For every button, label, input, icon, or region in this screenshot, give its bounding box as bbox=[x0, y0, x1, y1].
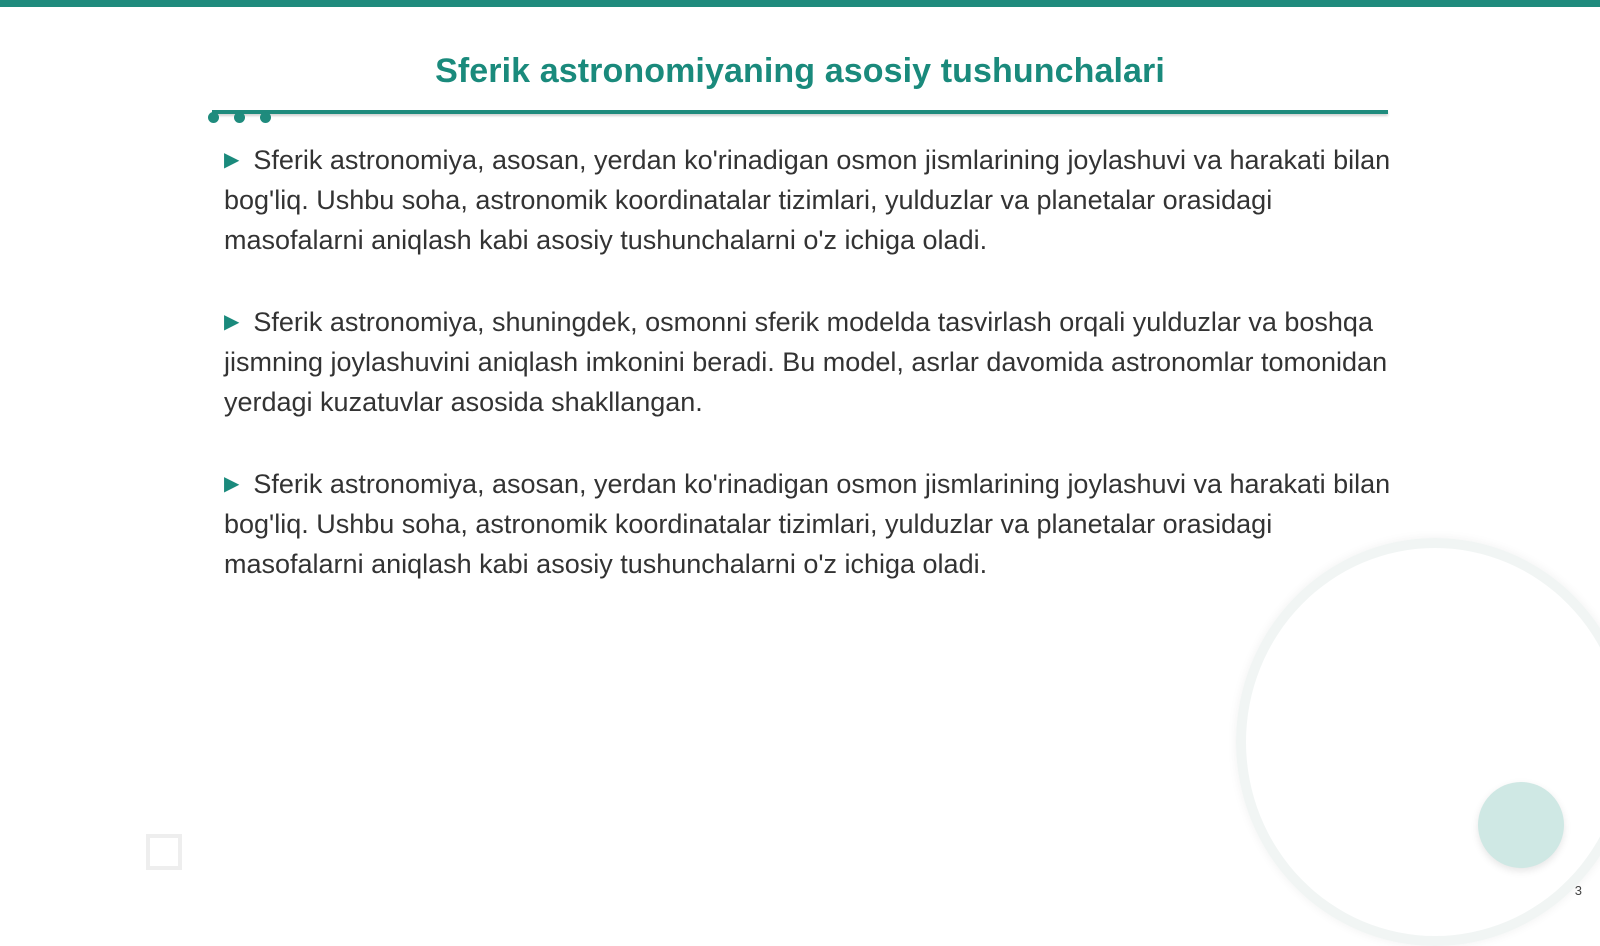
bullet-item bbox=[224, 464, 1394, 584]
slide-title: Sferik astronomiyaning asosiy tushunchalari bbox=[435, 52, 1165, 90]
title-underline bbox=[212, 110, 1388, 114]
bullet-item bbox=[224, 302, 1394, 422]
bullet-text: Sferik astronomiya, asosan, yerdan ko'rinadigan osmon jismlarining joylashuvi va harakati bilan bog'liq. Ushbu soha, astronomik koordinatalar tizimlari, yulduzlar va planetalar orasidagi masofalarni aniqlash kabi asosiy tushunchalarni o'z ichiga oladi. bbox=[224, 145, 1391, 255]
bullet-text: Sferik astronomiya, shuningdek, osmonni sferik modelda tasvirlash orqali yulduzlar va boshqa jismning joylashuvini aniqlash imkonini beradi. Bu model, asrlar davomida astronomlar tomonidan yerdagi kuzatuvlar asosida shakllangan. bbox=[224, 307, 1388, 417]
decorative-circle bbox=[1478, 782, 1564, 868]
triangle-bullet-icon: ▶ bbox=[224, 149, 240, 171]
page-number: 3 bbox=[1574, 883, 1582, 898]
triangle-bullet-icon: ▶ bbox=[224, 473, 240, 495]
decorative-square bbox=[146, 834, 182, 870]
bullet-item bbox=[224, 140, 1394, 260]
top-accent-bar bbox=[0, 0, 1600, 7]
bullet-text: Sferik astronomiya, asosan, yerdan ko'rinadigan osmon jismlarining joylashuvi va harakati bilan bog'liq. Ushbu soha, astronomik koordinatalar tizimlari, yulduzlar va planetalar orasidagi masofalarni aniqlash kabi asosiy tushunchalarni o'z ichiga oladi. bbox=[224, 469, 1391, 579]
triangle-bullet-icon: ▶ bbox=[224, 311, 240, 333]
underline-dot bbox=[234, 112, 245, 123]
underline-dot bbox=[260, 112, 271, 123]
underline-dot bbox=[208, 112, 219, 123]
bullet-list bbox=[224, 140, 1394, 626]
